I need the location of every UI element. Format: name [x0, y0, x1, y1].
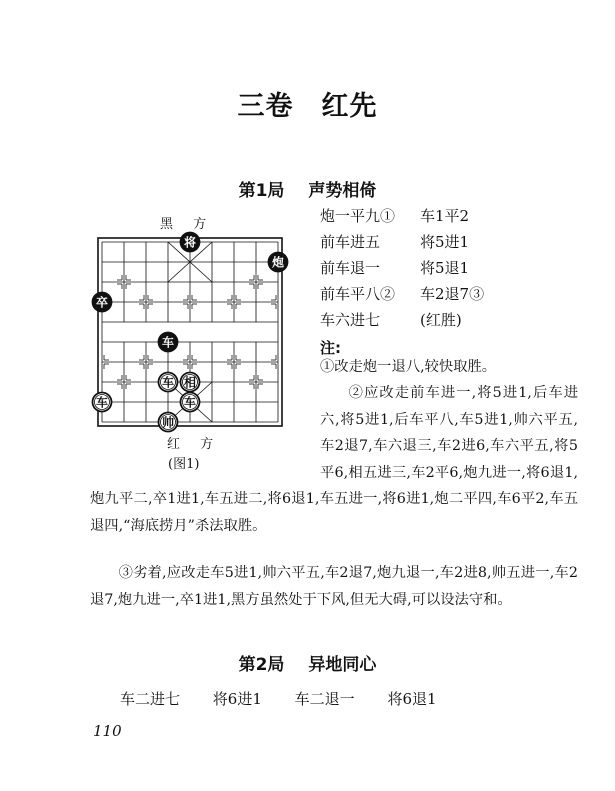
note-3 — [90, 560, 578, 613]
game1-heading — [0, 176, 615, 201]
piece-label: 车 — [183, 395, 197, 410]
note-3-text: ③劣着,应改走车5进1,帅六平五,车2退7,炮九退一,车2进8,帅五进一,车2退7,炮九进一,卒1进1,黑方虽然处于下风,但无大碍,可以设法守和。 — [90, 565, 578, 608]
note-1 — [320, 354, 578, 381]
move-row — [320, 205, 470, 226]
red-move: 前车退一 — [320, 259, 381, 277]
page-number: 110 — [93, 722, 122, 740]
move-row — [320, 283, 485, 304]
board-top-label: 黑 方 — [160, 217, 215, 232]
black-move: 将5进1 — [420, 233, 470, 251]
xiangqi-piece-black — [269, 253, 288, 272]
piece-label: 车 — [161, 335, 175, 350]
game1-name: 声势相倚 — [308, 181, 377, 201]
note-2-text: ②应改走前车进一,将5进1,后车进六,将5进1,后车平八,车5进1,帅六平五,车2退7,车六退三,车2进6,车六平五,将5平6,相五进三,车2平6,炮九进一,将6退1,炮九平二,卒1进1,车五进二,将6退1,车五进一,将6进1,炮二平四,车6平2,车五退四,“海底捞月”杀法取胜。 — [90, 385, 578, 534]
move-row — [320, 309, 462, 330]
figure-caption: (图1) — [168, 457, 200, 472]
red-move: 前车进五 — [320, 233, 381, 251]
game1-number: 第1局 — [238, 181, 285, 201]
move-row — [320, 231, 470, 252]
xiangqi-piece-black — [159, 333, 178, 352]
red-move: 炮一平九① — [320, 207, 396, 225]
red-move: 车二退一 — [294, 690, 355, 708]
black-move: 车2退7③ — [420, 285, 485, 303]
note-2 — [90, 380, 578, 539]
red-move: 车二进七 — [120, 690, 181, 708]
xiangqi-piece-black — [181, 233, 200, 252]
game2-heading — [0, 650, 615, 675]
game1-moves — [320, 205, 600, 335]
chapter-title: 三卷 红先 — [237, 91, 378, 122]
piece-label: 将 — [183, 235, 197, 250]
black-move: 将6进1 — [212, 690, 262, 708]
board-bottom-label: 红 方 — [167, 437, 222, 452]
game2-number: 第2局 — [238, 655, 285, 675]
black-move: 将6退1 — [387, 690, 437, 708]
piece-label: 帅 — [161, 415, 175, 430]
piece-label: 车 — [161, 375, 175, 390]
move-row — [320, 257, 470, 278]
black-move: 将5退1 — [420, 259, 470, 277]
black-move: 车1平2 — [420, 207, 470, 225]
piece-label: 相 — [183, 375, 197, 390]
piece-label: 车 — [95, 395, 109, 410]
game2-moves — [120, 688, 437, 709]
piece-label: 炮 — [271, 255, 285, 270]
xiangqi-piece-black — [93, 293, 112, 312]
red-move: 车六进七 — [320, 311, 381, 329]
game2-name: 异地同心 — [308, 655, 377, 675]
black-move: (红胜) — [420, 311, 462, 329]
note-1-text: ①改走炮一退八,较快取胜。 — [320, 359, 497, 375]
notes-label: 注: — [320, 339, 341, 357]
red-move: 前车平八② — [320, 285, 396, 303]
piece-label: 卒 — [95, 295, 109, 310]
